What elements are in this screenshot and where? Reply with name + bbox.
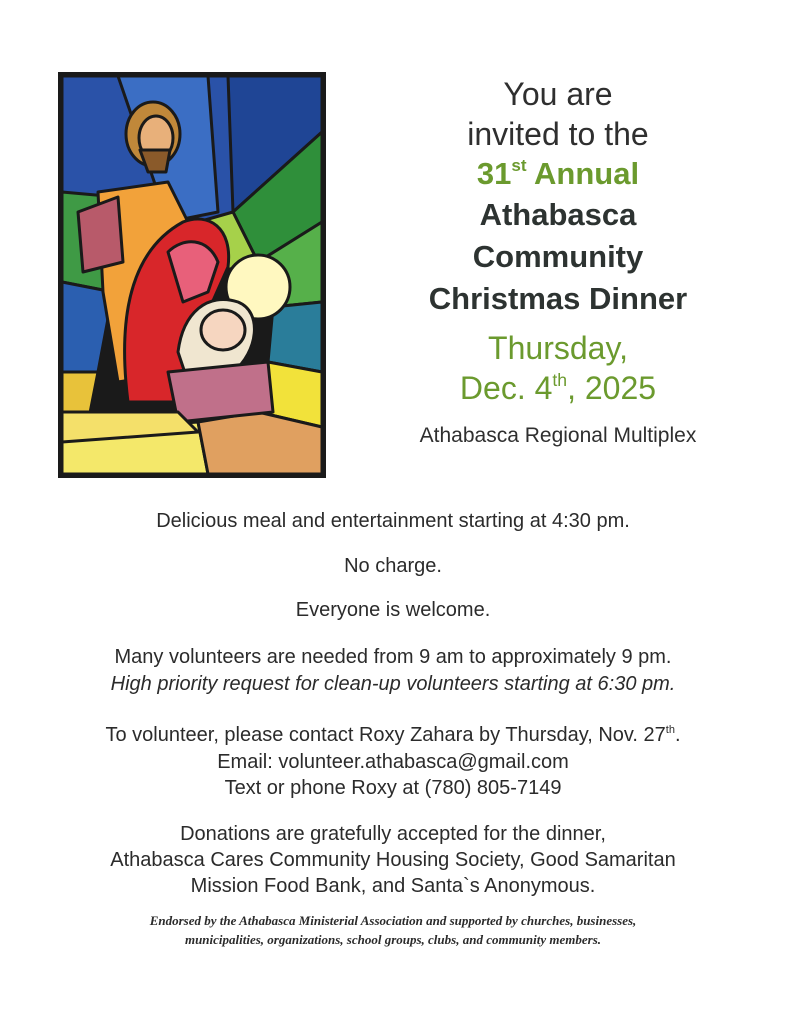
email-line: Email: volunteer.athabasca@gmail.com <box>217 751 569 773</box>
stained-glass-nativity-icon <box>58 72 326 478</box>
volunteers-line: Many volunteers are needed from 9 am to approximately 9 pm. <box>114 646 672 668</box>
contact-line <box>0 723 786 747</box>
invite-line-2: invited to the <box>467 116 649 152</box>
invitation-header <box>378 74 738 450</box>
title-line-2: Community <box>472 239 644 274</box>
venue: Athabasca Regional Multiplex <box>419 424 697 447</box>
contact-sup: th <box>665 723 675 736</box>
donations-line-1: Donations are gratefully accepted for the dinner, <box>180 823 606 845</box>
contact-end: . <box>674 724 681 746</box>
date-month-day: Dec. 4 <box>459 370 553 406</box>
donations-line-2: Athabasca Cares Community Housing Society, Good Samaritan <box>110 849 676 871</box>
endorsement-line-2: municipalities, organizations, school groups, clubs, and community members. <box>184 932 602 947</box>
title-line-1: Athabasca <box>479 197 637 232</box>
endorsement-line-1: Endorsed by the Athabasca Ministerial Association and supported by churches, businesses, <box>149 913 637 928</box>
date-sup: th <box>552 369 568 390</box>
phone-line: Text or phone Roxy at (780) 805-7149 <box>224 777 562 799</box>
welcome-line: Everyone is welcome. <box>295 599 491 621</box>
date-weekday: Thursday, <box>488 330 628 366</box>
donations-line-3: Mission Food Bank, and Santa`s Anonymous. <box>190 875 596 897</box>
annual-line <box>378 154 738 194</box>
annual-sup: st <box>511 156 527 176</box>
annual-number: 31 <box>476 156 512 191</box>
cleanup-line: High priority request for clean-up volunteers starting at 6:30 pm. <box>110 673 676 695</box>
invite-line-1: You are <box>503 76 613 112</box>
contact-text: To volunteer, please contact Roxy Zahara by Thursday, Nov. 27 <box>105 724 666 746</box>
endorsement <box>0 911 786 949</box>
charge-line: No charge. <box>344 555 442 577</box>
date-year: , 2025 <box>567 370 657 406</box>
title-line-3: Christmas Dinner <box>428 281 688 316</box>
date-line <box>378 368 738 408</box>
annual-word: Annual <box>534 156 640 191</box>
meal-line: Delicious meal and entertainment starting at 4:30 pm. <box>156 510 630 532</box>
